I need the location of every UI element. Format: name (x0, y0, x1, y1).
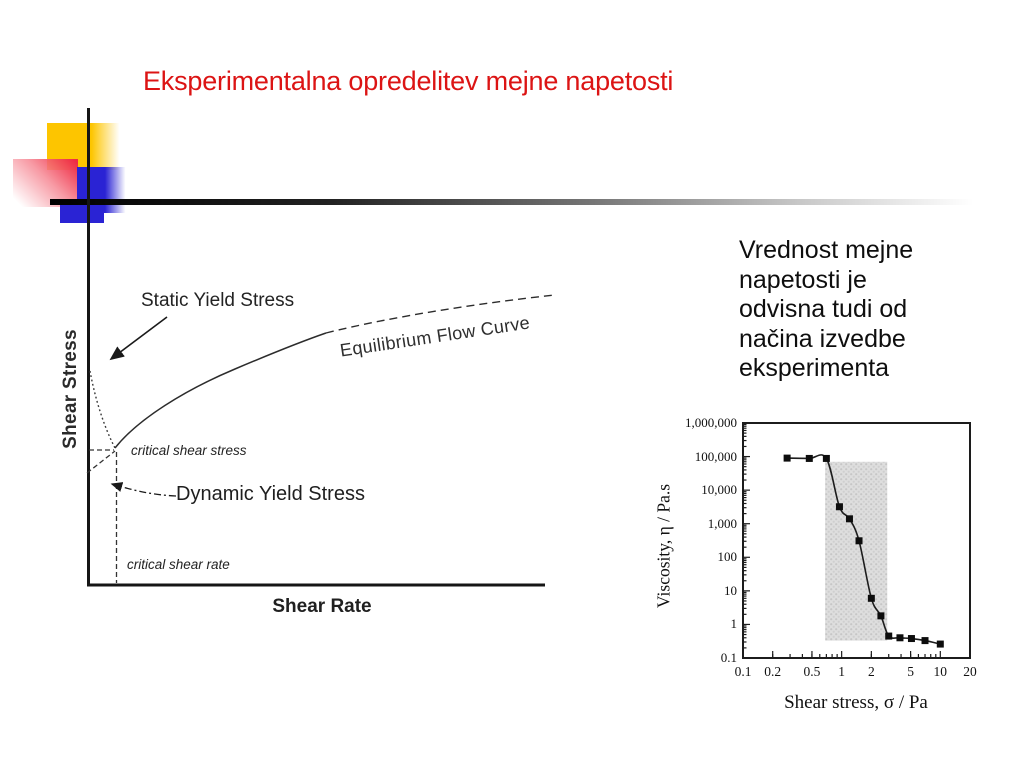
body-text-line: Vrednost mejne (739, 236, 914, 264)
body-text-line: napetosti je (739, 265, 867, 294)
y-tick-label: 0.1 (720, 650, 737, 665)
main-x-axis-label: Shear Rate (272, 596, 372, 617)
static-yield-arrow (111, 317, 167, 359)
equilibrium-curve-solid (115, 333, 326, 448)
data-point (877, 612, 884, 619)
y-tick-label: 1,000 (707, 515, 737, 531)
y-tick-label: 10,000 (701, 482, 737, 498)
viscosity-y-axis-label: Viscosity, η / Pa.s (653, 483, 674, 609)
viscosity-x-axis-label: Shear stress, σ / Pa (784, 692, 928, 713)
x-tick-label: 10 (933, 664, 948, 679)
yield-region-band (825, 462, 887, 641)
critical-shear-stress-label: critical shear stress (131, 443, 247, 458)
data-point (836, 503, 843, 510)
data-point (784, 455, 791, 462)
data-point (806, 455, 813, 462)
viscosity-plot-frame (743, 423, 970, 658)
equilibrium-curve-label: Equilibrium Flow Curve (338, 312, 532, 361)
x-tick-label: 2 (867, 664, 875, 679)
x-tick-label: 0.1 (734, 664, 752, 679)
data-point (896, 634, 903, 641)
x-tick-label: 0.5 (803, 664, 821, 679)
y-tick-label: 10 (724, 582, 737, 598)
decor-blue-square-small (60, 204, 104, 223)
body-text-line: načina izvedbe (739, 324, 906, 353)
x-tick-label: 1 (838, 664, 846, 679)
y-tick-label: 100 (717, 549, 737, 565)
x-tick-label: 5 (907, 664, 914, 679)
decor-horizontal-line (50, 199, 992, 205)
decor-vertical-line (87, 108, 90, 586)
viscosity-chart-svg (740, 418, 985, 666)
dynamic-yield-arrow (112, 484, 176, 496)
data-point (823, 455, 830, 462)
static-yield-label: Static Yield Stress (141, 290, 295, 311)
x-tick-label: 20 (963, 664, 977, 679)
data-point (856, 537, 863, 544)
dynamic-extrapolation-dash (87, 451, 115, 473)
slide-title: Eksperimentalna opredelitev mejne napetosti (143, 66, 674, 96)
data-point (868, 595, 875, 602)
body-text (739, 236, 949, 384)
data-point (846, 515, 853, 522)
data-point (885, 633, 892, 640)
body-text-line: odvisna tudi od (739, 295, 908, 324)
dynamic-yield-label: Dynamic Yield Stress (176, 483, 365, 505)
y-tick-label: 100,000 (694, 448, 737, 464)
data-point (937, 641, 944, 648)
body-text-line: eksperimenta (739, 354, 890, 383)
data-point (908, 635, 915, 642)
data-point (922, 637, 929, 644)
critical-shear-rate-label: critical shear rate (127, 557, 230, 572)
static-spike-curve (90, 371, 115, 448)
y-tick-label: 1 (730, 616, 737, 632)
viscosity-curve (787, 455, 940, 644)
y-tick-label: 1,000,000 (685, 415, 737, 430)
x-tick-label: 0.2 (764, 664, 782, 679)
main-y-axis-label: Shear Stress (60, 329, 81, 449)
